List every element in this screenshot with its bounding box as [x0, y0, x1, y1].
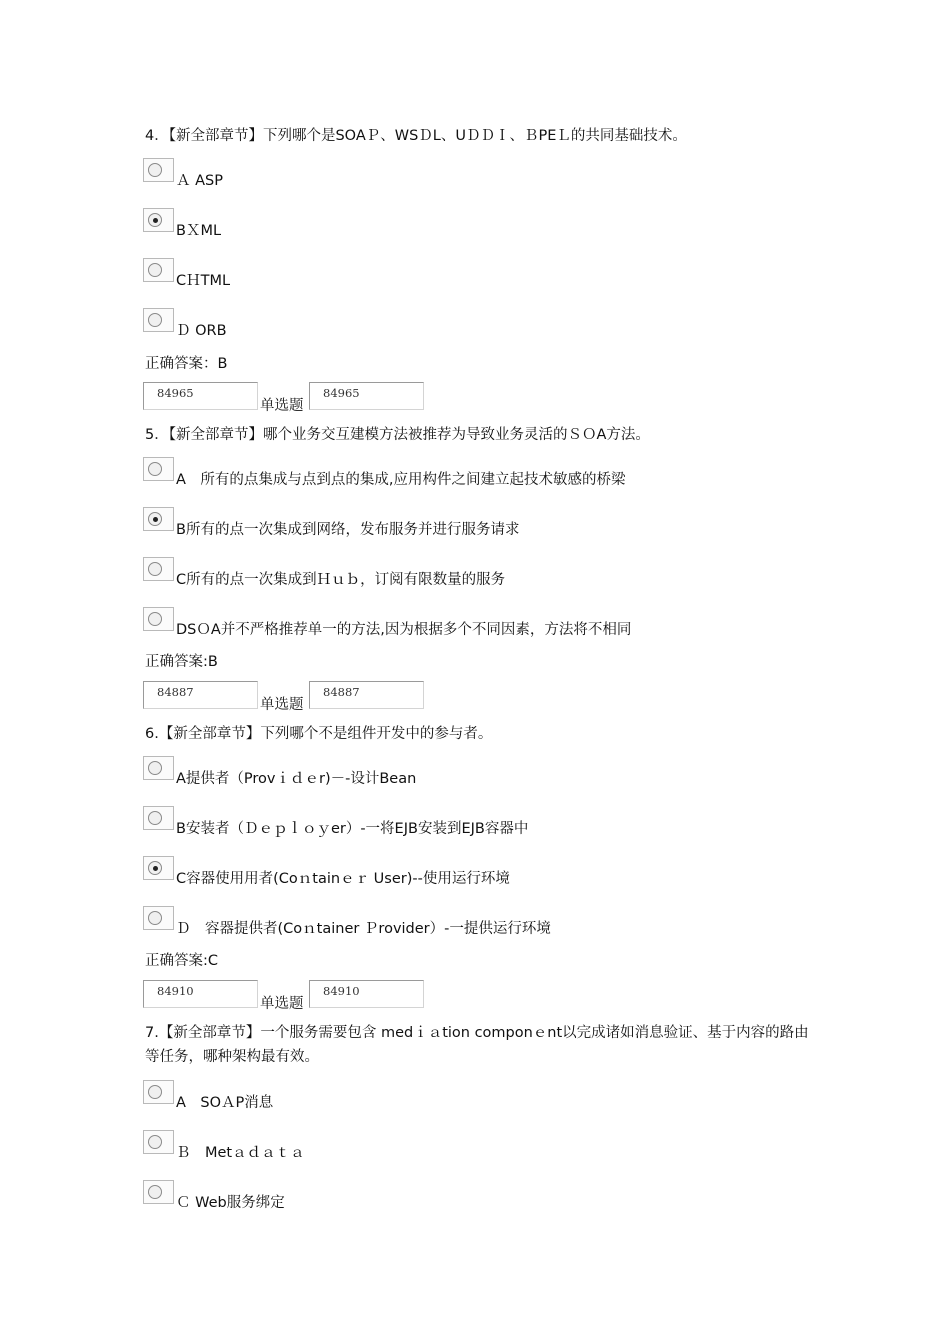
question-6-answer: 正确答案:C: [145, 953, 219, 969]
question-4-option-a[interactable]: Ａ ASP: [143, 158, 823, 186]
radio-unselected[interactable]: [143, 1080, 174, 1104]
radio-unselected[interactable]: [143, 258, 174, 282]
radio-selected[interactable]: [143, 208, 174, 232]
question-7-option-c[interactable]: Ｃ Web服务绑定: [143, 1180, 823, 1208]
question-6-meta: [143, 980, 443, 1010]
question-4-meta: [143, 382, 443, 412]
radio-unselected[interactable]: [143, 607, 174, 631]
radio-unselected[interactable]: [143, 457, 174, 481]
radio-selected[interactable]: [143, 856, 174, 880]
question-type-label: 单选题: [260, 398, 304, 414]
question-4-title: 4．【新全部章节】下列哪个是SOAＰ、WSＤL、UＤＤＩ、ＢPEＬ的共同基础技术。: [145, 128, 687, 144]
question-id-field[interactable]: 84887: [143, 681, 258, 709]
question-5-meta: [143, 681, 443, 711]
question-5-option-c[interactable]: C所有的点一次集成到Ｈｕｂ，订阅有限数量的服务: [143, 557, 823, 585]
question-5-option-b[interactable]: B所有的点一次集成到网络，发布服务并进行服务请求: [143, 507, 823, 535]
question-6-option-a[interactable]: A提供者（Provｉｄｅr)－-设计Bean: [143, 756, 823, 784]
question-7-option-a[interactable]: A SOＡP消息: [143, 1080, 823, 1108]
radio-unselected[interactable]: [143, 557, 174, 581]
question-4-option-b[interactable]: BＸML: [143, 208, 823, 236]
question-id-field[interactable]: 84910: [309, 980, 424, 1008]
question-6-title: 6.【新全部章节】下列哪个不是组件开发中的参与者。: [145, 726, 493, 742]
radio-unselected[interactable]: [143, 1130, 174, 1154]
radio-selected[interactable]: [143, 507, 174, 531]
question-5-answer: 正确答案:B: [145, 654, 218, 670]
question-type-label: 单选题: [260, 996, 304, 1012]
question-6-option-c[interactable]: C容器使用用者(Coｎtainｅｒ User)--使用运行环境: [143, 856, 823, 884]
question-4-option-c[interactable]: CＨTML: [143, 258, 823, 286]
question-5-option-a[interactable]: A 所有的点集成与点到点的集成,应用构件之间建立起技术敏感的桥梁: [143, 457, 823, 485]
question-4-answer: 正确答案：B: [145, 356, 228, 372]
question-5-title: 5．【新全部章节】哪个业务交互建模方法被推荐为导致业务灵活的ＳＯA方法。: [145, 427, 650, 443]
radio-unselected[interactable]: [143, 308, 174, 332]
question-id-field[interactable]: 84965: [309, 382, 424, 410]
radio-unselected[interactable]: [143, 906, 174, 930]
question-7-title: 7.【新全部章节】一个服务需要包含 medｉａtion componｅnt以完成诸如消息验证、基于内容的路由等任务，哪种架构最有效。: [145, 1025, 809, 1065]
question-7-option-b[interactable]: Ｂ Metａｄａｔａ: [143, 1130, 823, 1158]
question-id-field[interactable]: 84910: [143, 980, 258, 1008]
radio-unselected[interactable]: [143, 756, 174, 780]
radio-unselected[interactable]: [143, 158, 174, 182]
question-type-label: 单选题: [260, 697, 304, 713]
radio-unselected[interactable]: [143, 1180, 174, 1204]
radio-unselected[interactable]: [143, 806, 174, 830]
question-5-option-d[interactable]: DSＯA并不严格推荐单一的方法,因为根据多个不同因素，方法将不相同: [143, 607, 823, 635]
question-id-field[interactable]: 84965: [143, 382, 258, 410]
question-4-option-d[interactable]: Ｄ ORB: [143, 308, 823, 336]
question-6-option-d[interactable]: Ｄ 容器提供者(Coｎtainer Ｐrovider）-一提供运行环境: [143, 906, 823, 934]
question-6-option-b[interactable]: B安装者（Ｄｅｐｌｏｙer）-一将EJB安装到EJB容器中: [143, 806, 823, 834]
question-id-field[interactable]: 84887: [309, 681, 424, 709]
